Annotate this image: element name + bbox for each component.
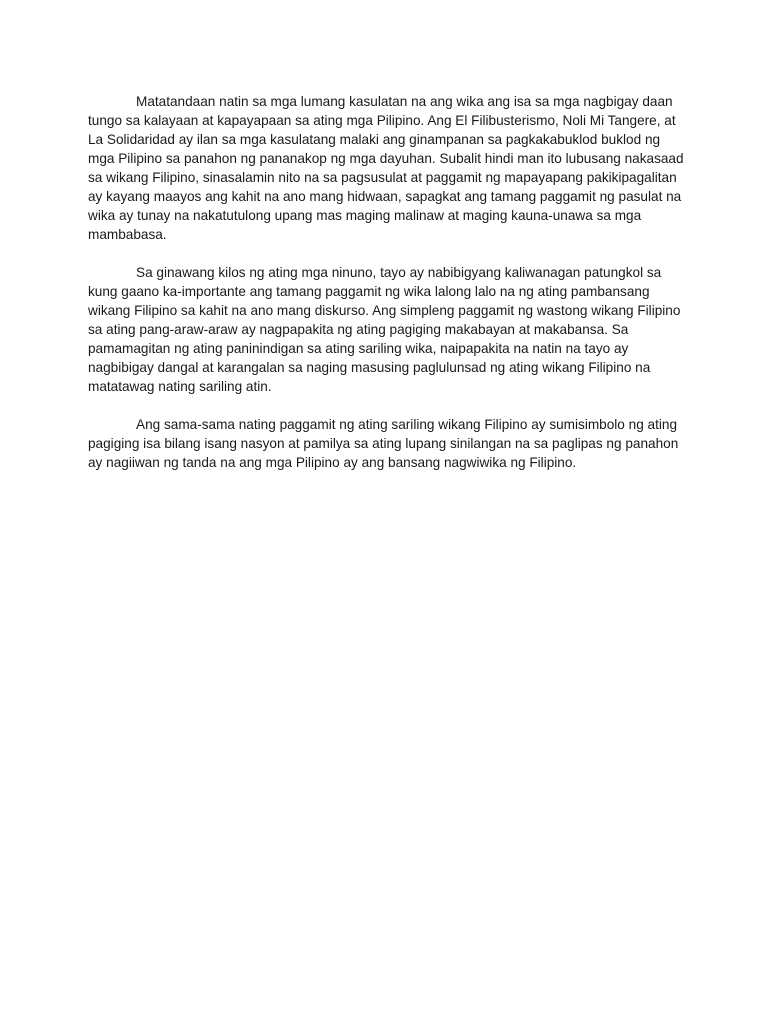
- document-body: [88, 92, 684, 491]
- paragraph-1: Matatandaan natin sa mga lumang kasulatan na ang wika ang isa sa mga nagbigay daan tungo sa kalayaan at kapayapaan sa ating mga Pilipino. Ang El Filibusterismo, Noli Mi Tangere, at La Solidaridad ay ilan sa mga kasulatang malaki ang ginampanan sa pagkakabuklod buklod ng mga Pilipino sa panahon ng pananakop ng mga dayuhan. Subalit hindi man ito lubusang nakasaad sa wikang Filipino, sinasalamin nito na sa pagsusulat at paggamit ng mapayapang pakikipagalitan ay kayang maayos ang kahit na ano mang hidwaan, sapagkat ang tamang paggamit ng pasulat na wika ay tunay na nakatutulong upang mas maging malinaw at maging kauna-unawa sa mga mambabasa.: [88, 94, 684, 242]
- paragraph-3: Ang sama-sama nating paggamit ng ating sariling wikang Filipino ay sumisimbolo ng ating pagiging isa bilang isang nasyon at pamilya sa ating lupang sinilangan na sa paglipas ng panahon ay nagiiwan ng tanda na ang mga Pilipino ay ang bansang nagwiwika ng Filipino.: [88, 417, 679, 470]
- paragraph-2: Sa ginawang kilos ng ating mga ninuno, tayo ay nabibigyang kaliwanagan patungkol sa kung gaano ka-importante ang tamang paggamit ng wika lalong lalo na ng ating pambansang wikang Filipino sa kahit na ano mang diskurso. Ang simpleng paggamit ng wastong wikang Filipino sa ating pang-araw-araw ay nagpapakita ng ating pagiging makabayan at makabansa. Sa pamamagitan ng ating paninindigan sa ating sariling wika, naipapakita na natin na tayo ay nagbibigay dangal at karangalan sa naging masusing paglulunsad ng ating wikang Filipino na matatawag nating sariling atin.: [88, 265, 681, 394]
